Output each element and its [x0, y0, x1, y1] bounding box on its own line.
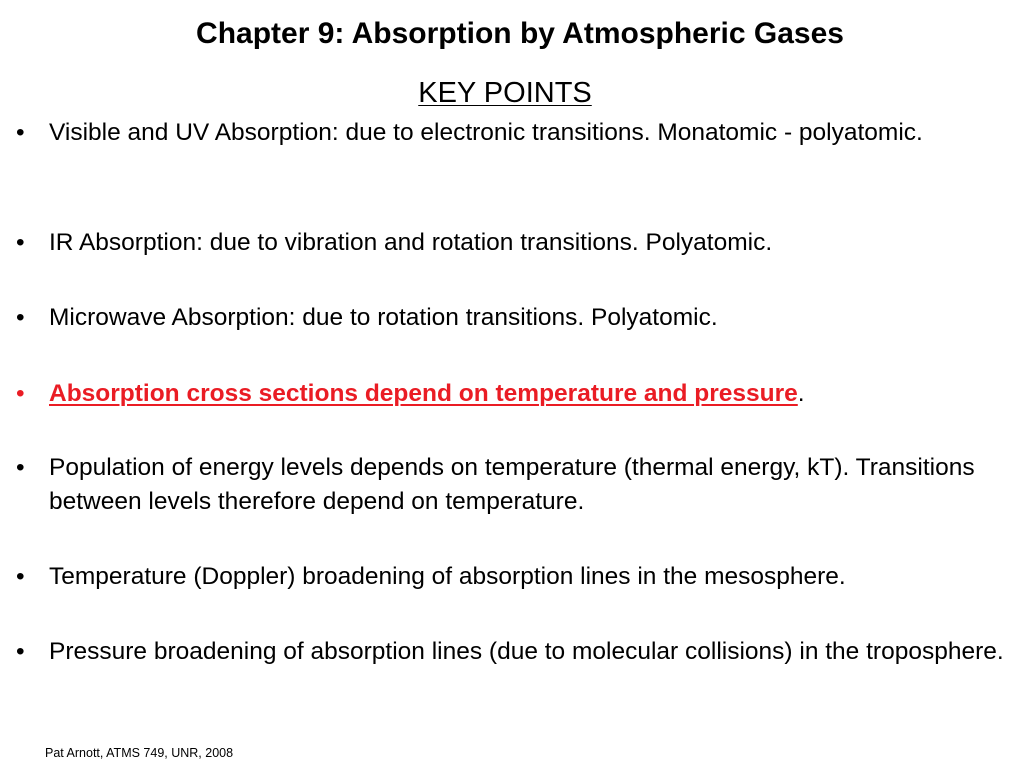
bullet-text	[49, 377, 1009, 411]
bullet-icon: •	[16, 454, 25, 481]
bullet-icon: •	[16, 563, 25, 590]
bullet-text: IR Absorption: due to vibration and rotation transitions. Polyatomic.	[49, 229, 773, 256]
bullet-icon: •	[16, 638, 25, 665]
bullet-icon: •	[16, 304, 25, 331]
key-points-heading: KEY POINTS	[418, 77, 592, 109]
slide-title: Chapter 9: Absorption by Atmospheric Gases	[196, 17, 844, 50]
bullet-text: Population of energy levels depends on temperature (thermal energy, kT). Transitions between levels therefore depend on temperature.	[49, 454, 975, 515]
bullet-icon: •	[16, 119, 25, 146]
bullet-text: Pressure broadening of absorption lines (due to molecular collisions) in the troposphere.	[49, 638, 1004, 665]
bullet-text: Temperature (Doppler) broadening of absorption lines in the mesosphere.	[49, 563, 846, 590]
emphasized-text: Absorption cross sections depend on temperature and pressure	[49, 380, 798, 407]
bullet-text: Microwave Absorption: due to rotation transitions. Polyatomic.	[49, 304, 718, 331]
slide-footer: Pat Arnott, ATMS 749, UNR, 2008	[45, 746, 234, 760]
bullet-text-tail: .	[797, 380, 805, 407]
bullet-icon: •	[16, 380, 25, 407]
bullet-icon: •	[16, 229, 25, 256]
bullet-text: Visible and UV Absorption: due to electronic transitions. Monatomic - polyatomic.	[49, 119, 923, 146]
